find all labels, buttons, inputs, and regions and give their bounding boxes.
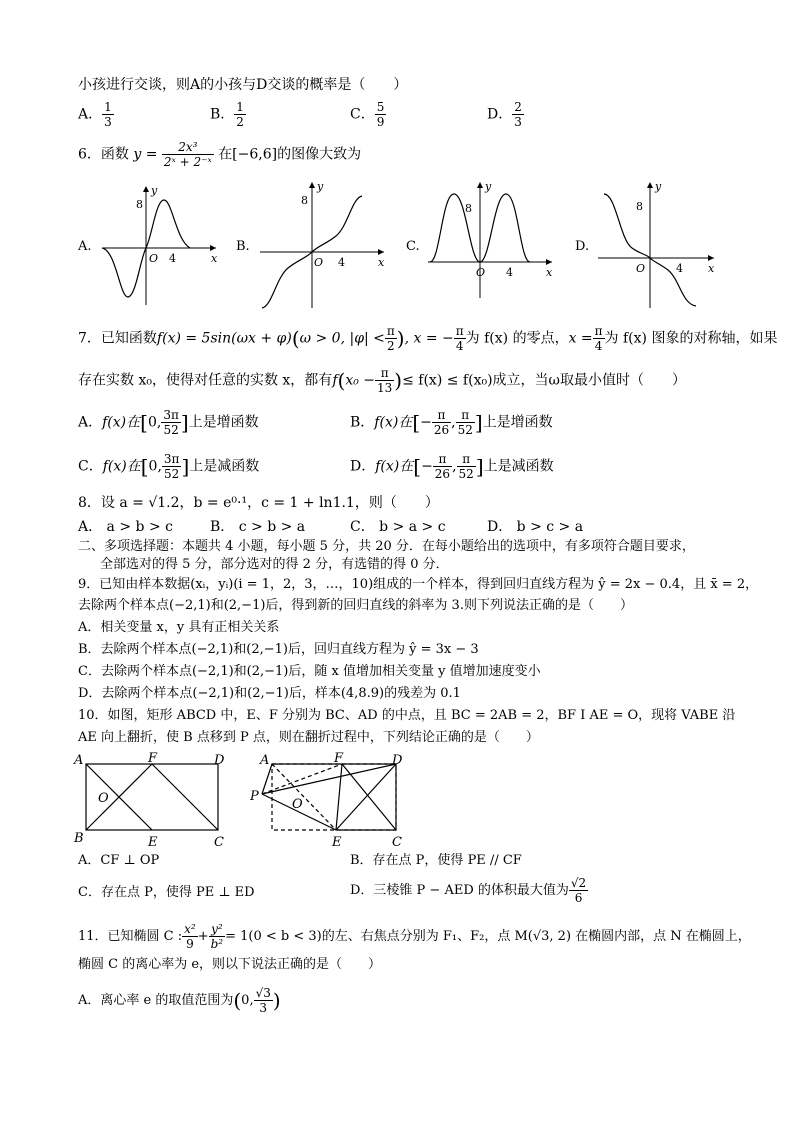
q5-option-c[interactable]: C． $\frac{5}{9}$ [350,100,385,129]
graph-c[interactable] [406,180,553,298]
svg-text:y: y [485,180,492,193]
q6-graphs [76,180,716,310]
q10-option-a[interactable]: A．CF ⊥ OP [78,853,160,868]
q5-option-d[interactable]: D． $\frac{2}{3}$ [487,100,522,129]
graph-d[interactable] [575,180,715,308]
q10-option-c[interactable]: C．存在点 P，使得 PE ⊥ ED [78,885,255,900]
q7-option-c[interactable]: C．f(x)在[0, $\frac{3\pi}{52}$ ]上是减函数 [78,452,260,481]
svg-text:4: 4 [506,266,513,279]
q9-line1: 9．已知由样本数据(xᵢ，yᵢ)(i = 1，2，3，…，10)组成的一个样本，得到回归直线方程为 ŷ = 2x − 0.4，且 x̄ = 2， [78,577,759,592]
q7-line1: 7．已知函数f(x) = 5sin(ωx + φ)(ω > 0, |φ| < $\frac{\pi}{2}$ ), x = − $\frac{\pi}{4}$ 为 f(x) 的零点，x = $\frac{\pi}{4}$ 为 f(x) 图象的对称轴，如果 [78,324,778,353]
svg-text:O: O [314,256,324,269]
q9-option-b[interactable]: B．去除两个样本点(−2,1)和(2,−1)后，回归直线方程为 ŷ = 3x − 3 [78,642,479,657]
svg-text:4: 4 [338,256,345,269]
q5-option-a[interactable]: A． $\frac{1}{3}$ [78,100,112,129]
q6-stem: 6．函数 y = $\frac{\text{2x³}}{\text{2ˣ + 2⁻ˣ}}$ 在[−6,6]的图像大致为 [78,140,362,169]
svg-text:F: F [334,751,344,766]
graph-a-label: A. [78,239,92,254]
q8-option-a[interactable]: A． a > b > c [78,519,173,535]
svg-text:O: O [149,252,159,265]
q9-option-d[interactable]: D．去除两个样本点(−2,1)和(2,−1)后，样本(4,8.9)的残差为 0.1 [78,686,461,701]
svg-text:E: E [148,835,158,850]
q7-line2: 存在实数 x₀，使得对任意的实数 x，都有f(x₀ − $\frac{\pi}{13}$ )≤ f(x) ≤ f(x₀)成立，当ω取最小值时（ ） [78,366,686,395]
svg-text:y: y [655,180,662,193]
svg-text:y: y [317,180,324,193]
svg-text:D: D [392,753,403,768]
svg-text:x: x [708,262,715,275]
q10-option-b[interactable]: B．存在点 P，使得 PE // CF [350,853,522,868]
svg-text:A: A [260,753,270,768]
q9-line2: 去除两个样本点(−2,1)和(2,−1)后，得到新的回归直线的斜率为 3.则下列说法正确的是（ ） [78,598,633,613]
svg-text:8: 8 [136,198,143,211]
svg-text:x: x [546,266,553,279]
svg-text:F: F [148,751,158,766]
svg-text:y: y [151,184,158,197]
svg-text:C: C [392,835,402,850]
q7-option-b[interactable]: B．f(x)在[− $\frac{\pi}{26}$ , $\frac{\pi}{52}$ ]上是增函数 [350,408,553,437]
svg-text:4: 4 [169,252,176,265]
svg-text:4: 4 [676,262,683,275]
graph-b[interactable] [236,180,385,308]
svg-text:x: x [378,256,385,269]
q8-option-c[interactable]: C． b > a > c [350,519,446,535]
q8-option-b[interactable]: B． c > b > a [210,519,306,535]
svg-text:D: D [214,753,225,768]
q7-option-d[interactable]: D．f(x)在[− $\frac{\pi}{26}$ , $\frac{\pi}{52}$ ]上是减函数 [350,452,554,481]
svg-text:O: O [98,791,109,806]
section2-line2: 全部选对的得 5 分，部分选对的得 2 分，有选错的得 0 分． [100,557,449,572]
svg-text:B: B [74,831,84,846]
graph-d-label: D. [575,239,590,254]
q5-stem: 小孩进行交谈，则A的小孩与D交谈的概率是（ ） [78,77,408,93]
q10-line1: 10．如图，矩形 ABCD 中，E、F 分别为 BC、AD 的中点，且 BC = 2AB = 2，BF I AE = O，现将 VABE 沿 [78,708,736,723]
q10-figure-folded [250,750,420,850]
q5-option-b[interactable]: B． $\frac{1}{2}$ [210,100,244,129]
graph-a[interactable] [77,184,218,305]
graph-c-label: C. [406,239,420,254]
svg-text:8: 8 [636,200,643,213]
svg-text:O: O [292,797,303,812]
q9-option-c[interactable]: C．去除两个样本点(−2,1)和(2,−1)后，随 x 值增加相关变量 y 值增加速度变小 [78,664,541,679]
q11-option-a[interactable]: A．离心率 e 的取值范围为(0, $\frac{√3}{3}$ ) [78,986,281,1015]
q10-figure-rectangle [72,750,242,850]
q11-line1: 11．已知椭圆 C : $\frac{\text{x²}}{9}$ + $\frac{\text{y²}}{\text{b²}}$ = 1(0 < b < 3)的左、右焦点分别为 F₁、F₂，点 M(√3, 2) 在椭圆内部，点 N 在椭圆上， [78,922,751,951]
svg-text:O: O [476,266,486,279]
section2-line1: 二、多项选择题：本题共 4 小题，每小题 5 分，共 20 分．在每小题给出的选项中，有多项符合题目要求， [78,539,695,554]
q8-option-d[interactable]: D． b > c > a [487,519,584,535]
q11-line2: 椭圆 C 的离心率为 e，则以下说法正确的是（ ） [78,957,382,972]
graph-b-label: B. [236,239,250,254]
q7-option-a[interactable]: A．f(x)在[0, $\frac{3\pi}{52}$ ]上是增函数 [78,408,259,437]
svg-text:C: C [214,835,224,850]
q8-stem: 8．设 a = √1.2，b = e⁰·¹，c = 1 + ln1.1，则（ ） [78,495,439,511]
svg-text:8: 8 [301,194,308,207]
q9-option-a[interactable]: A．相关变量 x，y 具有正相关关系 [78,620,280,635]
svg-text:E: E [332,835,342,850]
svg-text:8: 8 [465,202,472,215]
svg-text:A: A [74,753,84,768]
svg-text:P: P [250,789,259,804]
q10-line2: AE 向上翻折，使 B 点移到 P 点，则在翻折过程中，下列结论正确的是（ ） [78,730,539,745]
svg-text:x: x [211,252,218,265]
q10-option-d[interactable]: D．三棱锥 P − AED 的体积最大值为 $\frac{√2}{6}$ [350,876,587,905]
svg-text:O: O [636,262,646,275]
